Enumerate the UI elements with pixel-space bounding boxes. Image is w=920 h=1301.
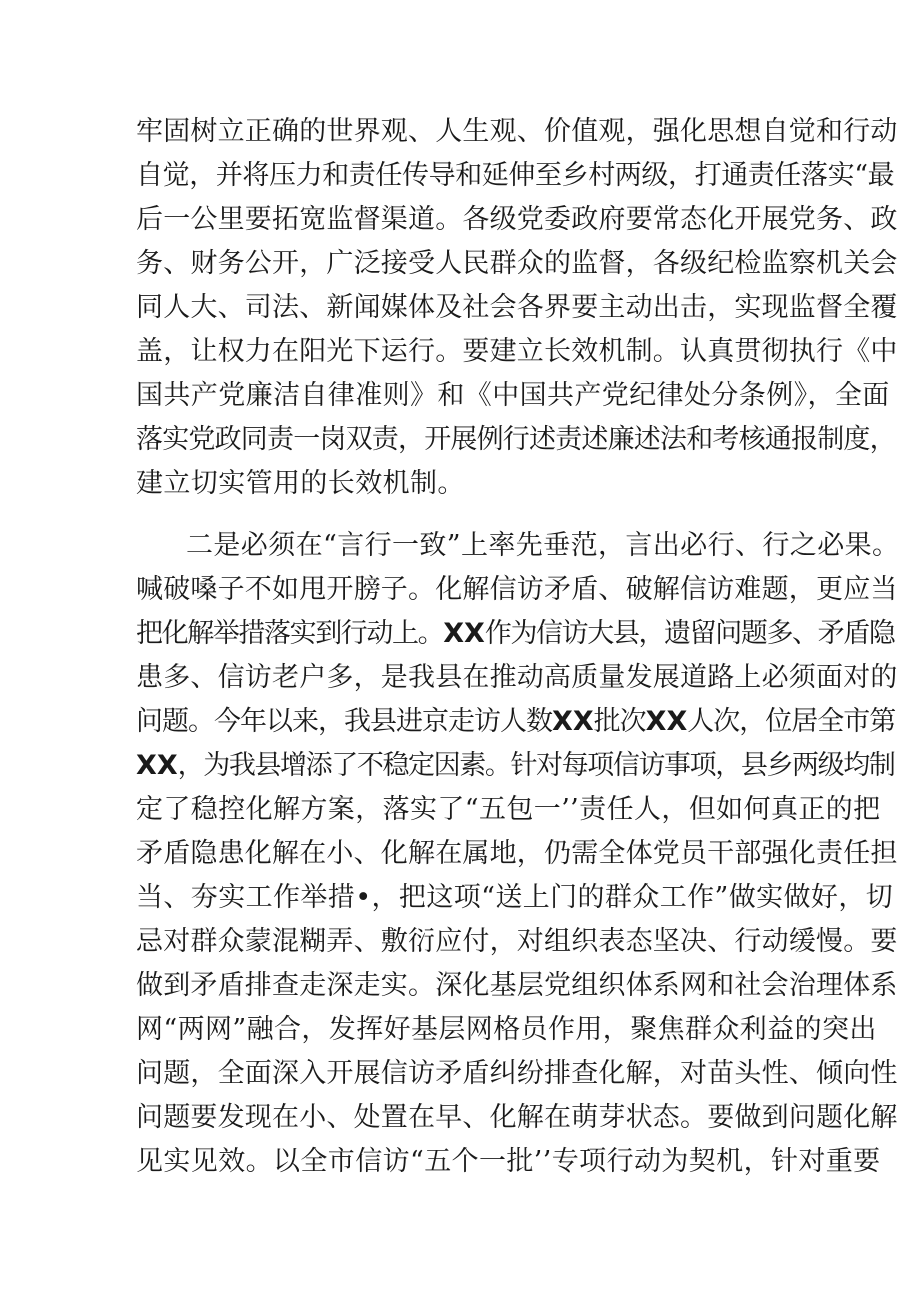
text-line: 见实见效。以全市信访“五个一批’’专项行动为契机，针对重要 xyxy=(136,1146,881,1177)
text-line: 喊破嗓子不如甩开膀子。化解信访矛盾、破解信访难题，更应当 xyxy=(136,574,898,605)
text-span: 人次，位居全市第 xyxy=(687,706,896,737)
text-line: 定了稳控化解方案，落实了“五包一’’责任人，但如何真正的把 xyxy=(136,794,881,825)
text-line xyxy=(136,618,894,650)
text-line: 同人大、司法、新闻媒体及社会各界要主动出击，实现监督全覆 xyxy=(136,292,898,323)
text-line: 自觉，并将压力和责任传导和延伸至乡村两级，打通责任落实“最 xyxy=(136,160,895,191)
text-line: 国共产党廉洁自律准则》和《中国共产党纪律处分条例》，全面 xyxy=(136,380,890,411)
text-line: 落实党政同责一岗双责，开展例行述责述廉述法和考核通报制度， xyxy=(136,424,896,455)
text-line xyxy=(136,750,894,782)
text-span: ，为我县增添了不稳定因素。针对每项信访事项，县乡两级均制 xyxy=(177,750,895,781)
placeholder-xx: XX xyxy=(443,618,485,649)
text-line: 二是必须在“言行一致”上率先垂范，言出必行、行之必果。 xyxy=(186,530,900,561)
placeholder-xx: XX xyxy=(552,706,594,737)
placeholder-xx: XX xyxy=(136,750,178,781)
text-span: 问题。今年以来，我县进京走访人数 xyxy=(136,706,552,737)
text-line: 问题，全面深入开展信访矛盾纠纷排查化解，对苗头性、倾向性 xyxy=(136,1058,898,1089)
text-span: 把化解举措落实到行动上。 xyxy=(136,618,444,649)
placeholder-xx: XX xyxy=(645,706,688,737)
text-line: 后一公里要拓宽监督渠道。各级党委政府要常态化开展党务、政 xyxy=(136,204,898,235)
text-line: 建立切实管用的长效机制。 xyxy=(136,468,465,499)
text-line: 矛盾隐患化解在小、化解在属地，仍需全体党员干部强化责任担 xyxy=(136,838,898,869)
text-line: 当、夯实工作举措•，把这项“送上门的群众工作”做实做好，切 xyxy=(136,882,894,913)
text-line: 务、财务公开，广泛接受人民群众的监督，各级纪检监察机关会 xyxy=(136,248,898,279)
text-line: 网“两网”融合，发挥好基层网格员作用，聚焦群众利益的突出 xyxy=(136,1014,877,1045)
text-line: 牢固树立正确的世界观、人生观、价值观，强化思想自觉和行动 xyxy=(136,116,898,147)
text-line xyxy=(136,706,895,738)
text-line: 忌对群众蒙混糊弄、敷衍应付，对组织表态坚决、行动缓慢。要 xyxy=(136,926,898,957)
text-line: 做到矛盾排查走深走实。深化基层党组织体系网和社会治理体系 xyxy=(136,970,898,1001)
text-line: 盖，让权力在阳光下运行。要建立长效机制。认真贯彻执行《中 xyxy=(136,336,898,367)
text-line: 问题要发现在小、处置在早、化解在萌芽状态。要做到问题化解 xyxy=(136,1102,898,1133)
text-span: 作为信访大县，遗留问题多、矛盾隐 xyxy=(484,618,895,649)
text-span: 批次 xyxy=(593,706,646,737)
text-line: 患多、信访老户多，是我县在推动高质量发展道路上必须面对的 xyxy=(136,662,898,693)
